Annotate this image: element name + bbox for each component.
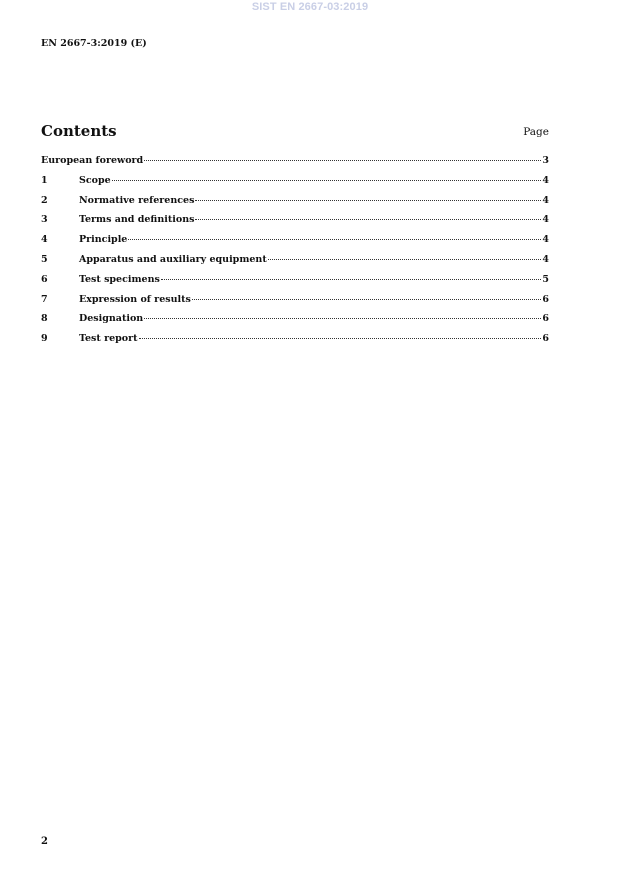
contents-header — [41, 122, 549, 142]
toc-entry-title: Test report — [79, 333, 138, 345]
toc-entry-title: Test specimens — [79, 273, 160, 285]
toc-entry-page: 6 — [542, 293, 549, 305]
toc-entry-page: 4 — [542, 194, 549, 206]
toc-entry[interactable] — [41, 195, 549, 215]
contents-title: Contents — [41, 122, 117, 140]
toc-entry[interactable] — [41, 175, 549, 195]
toc-entry-title: Normative references — [79, 194, 195, 206]
page-column-label: Page — [523, 126, 549, 138]
toc-entry[interactable] — [41, 274, 549, 294]
toc-entry-page: 6 — [542, 333, 549, 345]
toc-leader-dots — [112, 180, 542, 181]
toc-entry-page: 3 — [542, 155, 549, 166]
toc-entry-page: 4 — [542, 253, 549, 265]
toc-entry-number: 2 — [41, 194, 48, 206]
toc-entry-number: 6 — [41, 273, 48, 285]
toc-entry-number: 8 — [41, 313, 48, 325]
toc-entry-page: 5 — [542, 273, 549, 285]
toc-leader-dots — [195, 200, 541, 201]
page-number: 2 — [41, 836, 48, 847]
toc-entry[interactable] — [41, 313, 549, 333]
toc-entry-title: Scope — [79, 174, 111, 186]
toc-entry-title: Apparatus and auxiliary equipment — [79, 253, 267, 265]
toc-entry-page: 6 — [542, 313, 549, 325]
toc-entry-title: Designation — [79, 313, 144, 325]
toc-leader-dots — [128, 239, 541, 240]
toc-entry-title: Expression of results — [79, 293, 191, 305]
toc-entry-title: European foreword — [41, 155, 144, 166]
toc-leader-dots — [144, 160, 541, 161]
toc-leader-dots — [268, 259, 542, 260]
toc-entry[interactable] — [41, 254, 549, 274]
toc-entry-number: 1 — [41, 174, 48, 186]
table-of-contents — [41, 155, 549, 353]
watermark: SIST EN 2667-03:2019 — [251, 1, 369, 13]
toc-entry-number: 3 — [41, 214, 48, 226]
toc-entry-page: 4 — [542, 214, 549, 226]
toc-leader-dots — [161, 279, 542, 280]
toc-leader-dots — [139, 338, 542, 339]
toc-entry-number: 9 — [41, 333, 48, 345]
toc-entry-number: 4 — [41, 234, 48, 246]
document-id: EN 2667-3:2019 (E) — [41, 38, 147, 49]
toc-entry[interactable] — [41, 155, 549, 175]
toc-entry-number: 7 — [41, 293, 48, 305]
toc-entry[interactable] — [41, 333, 549, 353]
toc-entry[interactable] — [41, 214, 549, 234]
toc-leader-dots — [144, 318, 541, 319]
toc-entry[interactable] — [41, 234, 549, 254]
toc-entry-page: 4 — [542, 234, 549, 246]
toc-entry-page: 4 — [542, 174, 549, 186]
toc-entry-title: Principle — [79, 234, 128, 246]
toc-leader-dots — [192, 299, 542, 300]
toc-entry-title: Terms and definitions — [79, 214, 195, 226]
toc-entry-number: 5 — [41, 253, 48, 265]
toc-leader-dots — [195, 219, 541, 220]
toc-entry[interactable] — [41, 294, 549, 314]
